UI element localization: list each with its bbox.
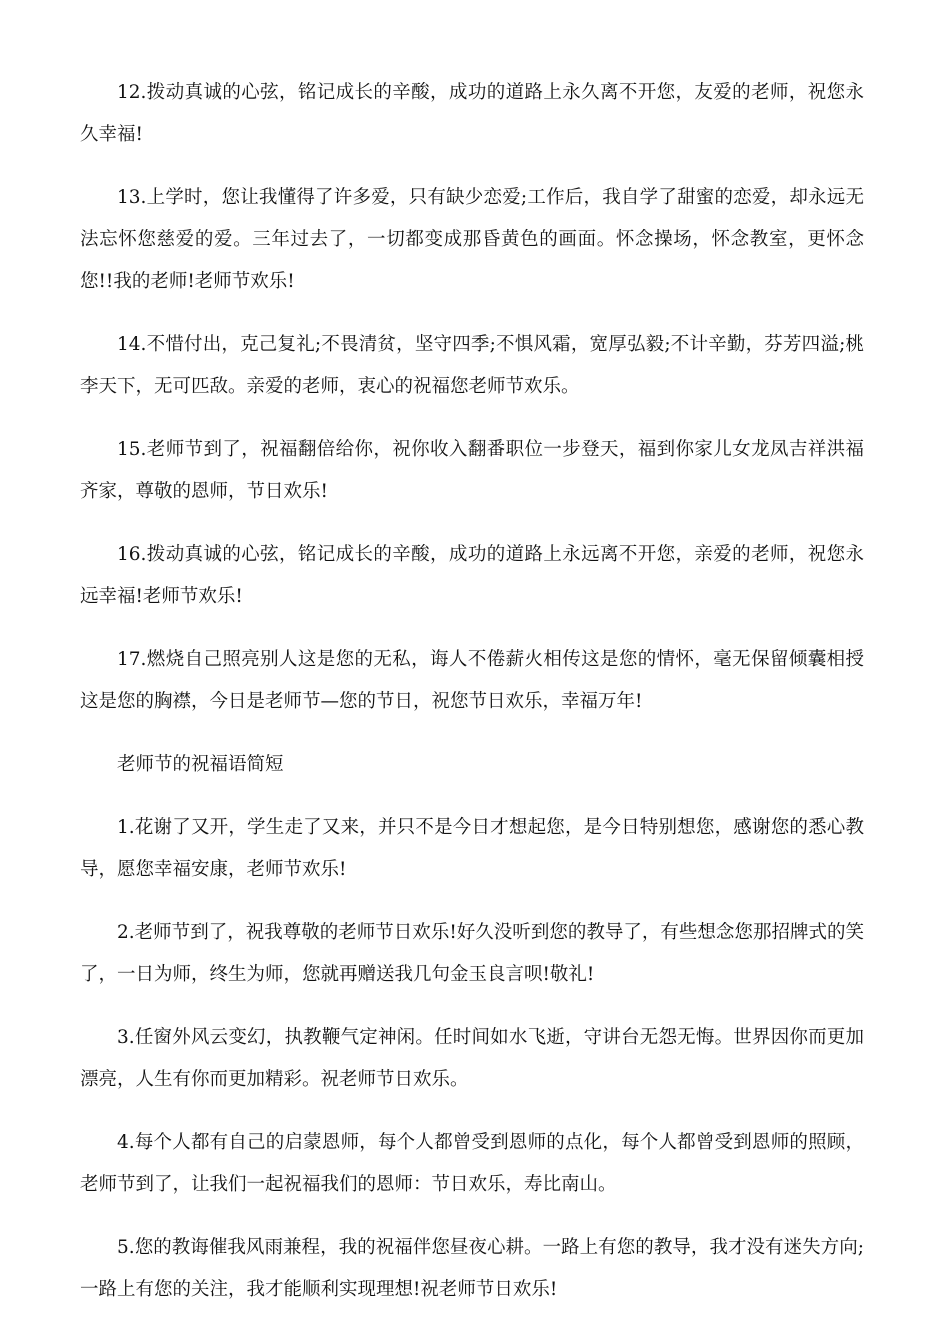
short-paragraph-3: 3.任窗外风云变幻，执教鞭气定神闲。任时间如水飞逝，守讲台无怨无悔。世界因你而更加漂亮，人生有你而更加精彩。祝老师节日欢乐。 [80,1027,864,1090]
short-paragraph-1: 1.花谢了又开，学生走了又来，并只不是今日才想起您，是今日特别想您，感谢您的悉心教导，愿您幸福安康，老师节欢乐! [80,817,864,880]
paragraph-13: 13.上学时，您让我懂得了许多爱，只有缺少恋爱;工作后，我自学了甜蜜的恋爱，却永远无法忘怀您慈爱的爱。三年过去了，一切都变成那昏黄色的画面。怀念操场，怀念教室，更怀念您!!我的老师!老师节欢乐! [80,187,864,292]
paragraph-14: 14.不惜付出，克己复礼;不畏清贫，坚守四季;不惧风霜，宽厚弘毅;不计辛勤，芬芳四溢;桃李天下，无可匹敌。亲爱的老师，衷心的祝福您老师节欢乐。 [80,334,864,397]
paragraph-16: 16.拨动真诚的心弦，铭记成长的辛酸，成功的道路上永远离不开您，亲爱的老师，祝您永远幸福!老师节欢乐! [80,544,864,607]
paragraph-17: 17.燃烧自己照亮别人这是您的无私，诲人不倦薪火相传这是您的情怀，毫无保留倾囊相授这是您的胸襟，今日是老师节—您的节日，祝您节日欢乐，幸福万年! [80,649,864,712]
document-body [80,72,864,1332]
short-paragraph-5: 5.您的教诲催我风雨兼程，我的祝福伴您昼夜心耕。一路上有您的教导，我才没有迷失方向;一路上有您的关注，我才能顺利实现理想!祝老师节日欢乐! [80,1237,864,1300]
paragraph-15: 15.老师节到了，祝福翻倍给你，祝你收入翻番职位一步登天，福到你家儿女龙凤吉祥洪福齐家，尊敬的恩师，节日欢乐! [80,439,864,502]
short-paragraph-4: 4.每个人都有自己的启蒙恩师，每个人都曾受到恩师的点化，每个人都曾受到恩师的照顾，老师节到了，让我们一起祝福我们的恩师：节日欢乐，寿比南山。 [80,1132,864,1195]
short-paragraph-2: 2.老师节到了，祝我尊敬的老师节日欢乐!好久没听到您的教导了，有些想念您那招牌式的笑了，一日为师，终生为师，您就再赠送我几句金玉良言呗!敬礼! [80,922,864,985]
paragraph-12: 12.拨动真诚的心弦，铭记成长的辛酸，成功的道路上永久离不开您，友爱的老师，祝您永久幸福! [80,82,864,145]
section-heading: 老师节的祝福语简短 [117,754,284,775]
